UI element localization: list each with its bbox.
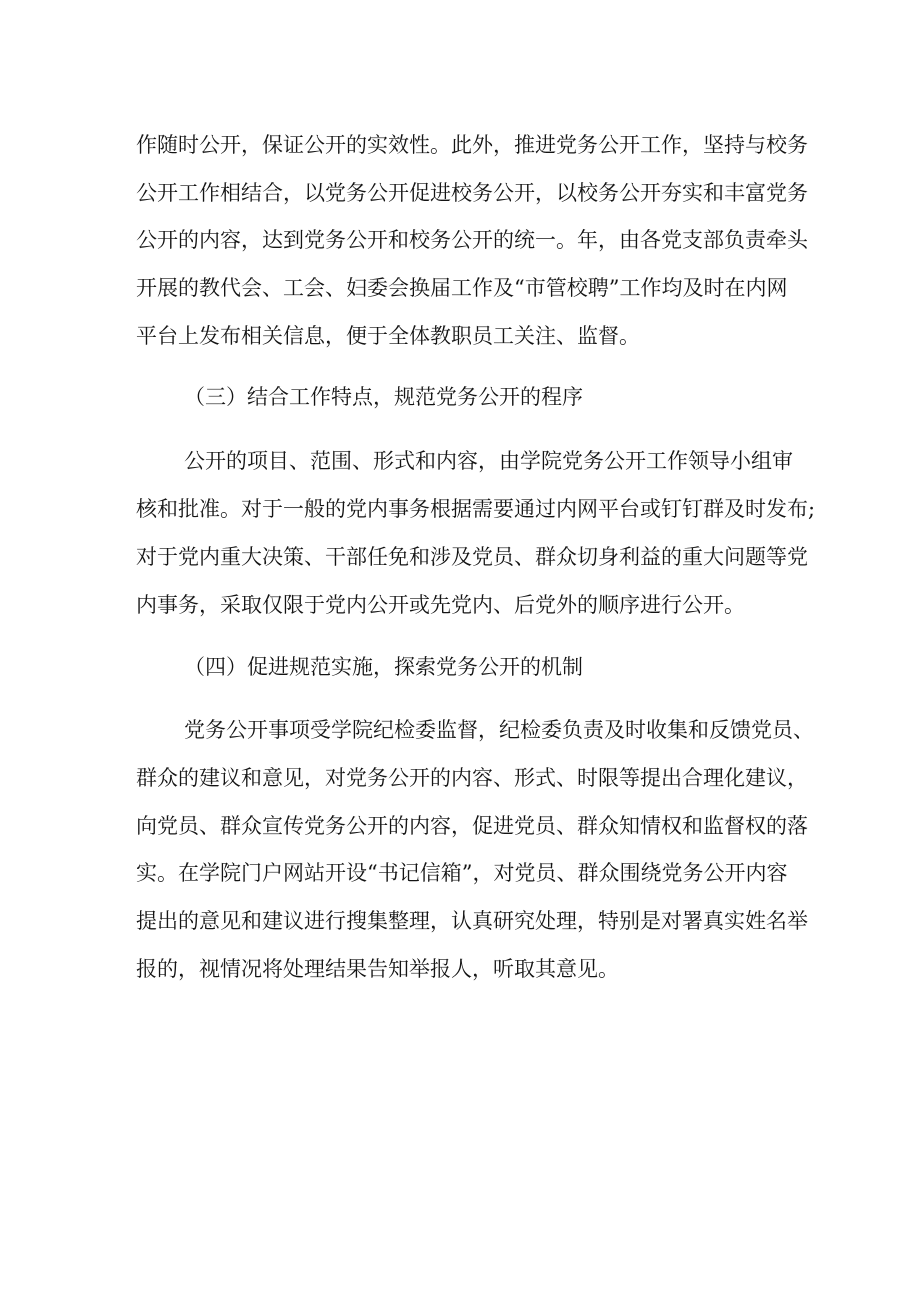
- section-heading-text: （三）结合工作特点，规范党务公开的程序: [184, 385, 583, 409]
- paragraph-line: [0, 266, 920, 310]
- section-heading: [0, 645, 920, 689]
- paragraph-line-text: 提出的意见和建议进行搜集整理，认真研究处理，特别是对署真实姓名举: [136, 909, 808, 933]
- paragraph-line: [0, 171, 920, 215]
- paragraph-line-text: 实。在学院门户网站开设“书记信箱”，对党员、群众围绕党务公开内容: [136, 861, 788, 885]
- paragraph-line: [0, 756, 920, 800]
- paragraph-line-text: 对于党内重大决策、干部任免和涉及党员、群众切身利益的重大问题等党: [136, 545, 808, 569]
- paragraph-line-text: 群众的建议和意见，对党务公开的内容、形式、时限等提出合理化建议，: [136, 766, 808, 790]
- paragraph-line: [0, 899, 920, 943]
- paragraph-line: [0, 851, 920, 895]
- paragraph-line-text: 公开工作相结合，以党务公开促进校务公开，以校务公开夯实和丰富党务: [136, 181, 808, 205]
- paragraph-line-text: 核和批准。对于一般的党内事务根据需要通过内网平台或钉钉群及时发布;: [136, 497, 816, 521]
- paragraph-line: [0, 708, 920, 752]
- paragraph-line: [0, 439, 920, 483]
- paragraph-line: [0, 218, 920, 262]
- paragraph-line-text: 党务公开事项受学院纪检委监督，纪检委负责及时收集和反馈党员、: [184, 718, 814, 742]
- paragraph-line: [0, 535, 920, 579]
- paragraph-line: [0, 583, 920, 627]
- paragraph-line: [0, 804, 920, 848]
- section-heading-text: （四）促进规范实施，探索党务公开的机制: [184, 655, 583, 679]
- paragraph-line-text: 作随时公开，保证公开的实效性。此外，推进党务公开工作，坚持与校务: [136, 133, 808, 157]
- paragraph-line-text: 向党员、群众宣传党务公开的内容，促进党员、群众知情权和监督权的落: [136, 814, 808, 838]
- paragraph-line-text: 平台上发布相关信息，便于全体教职员工关注、监督。: [136, 324, 640, 348]
- paragraph-line: [0, 123, 920, 167]
- paragraph-line-text: 内事务，采取仅限于党内公开或先党内、后党外的顺序进行公开。: [136, 593, 745, 617]
- paragraph-line-text: 公开的项目、范围、形式和内容，由学院党务公开工作领导小组审: [184, 449, 793, 473]
- paragraph-line-text: 开展的教代会、工会、妇委会换届工作及“市管校聘”工作均及时在内网: [136, 276, 788, 300]
- paragraph-line: [0, 487, 920, 531]
- paragraph-line-text: 公开的内容，达到党务公开和校务公开的统一。年，由各党支部负责牵头: [136, 228, 808, 252]
- paragraph-line: [0, 947, 920, 991]
- paragraph-line: [0, 314, 920, 358]
- paragraph-line-text: 报的，视情况将处理结果告知举报人，听取其意见。: [136, 957, 619, 981]
- section-heading: [0, 375, 920, 419]
